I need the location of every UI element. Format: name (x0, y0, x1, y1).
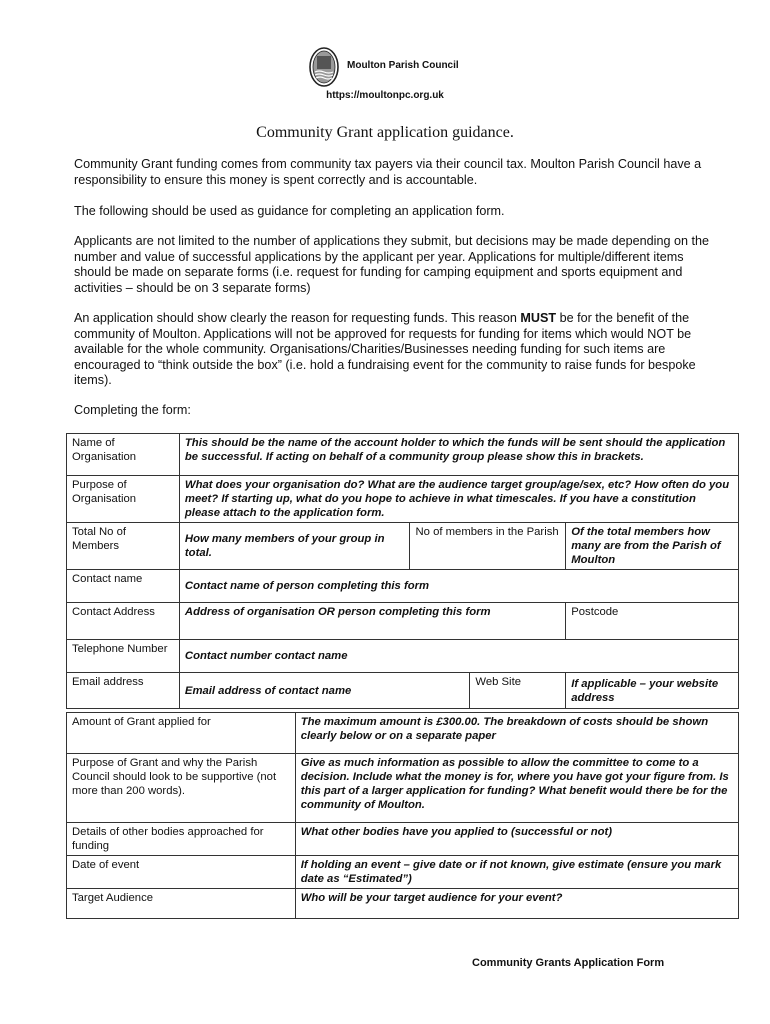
target-audience-label: Target Audience (67, 889, 296, 919)
table-row (67, 889, 739, 919)
council-crest-logo (309, 47, 339, 87)
org-purpose-label: Purpose of Organisation (67, 476, 180, 523)
other-bodies-label: Details of other bodies approached for funding (67, 823, 296, 856)
reason-emphasis: MUST (520, 311, 557, 325)
table-row (67, 754, 739, 823)
email-label: Email address (67, 673, 180, 709)
org-purpose-field[interactable]: What does your organisation do? What are the audience target group/age/sex, etc? How often do you meet? If starting up, what do you hope to achieve in what timescales. If you have a constitution please attach to the application form. (179, 476, 738, 523)
reason-text-start: An application should show clearly the reason for requesting funds. This reason (74, 311, 521, 325)
org-name-label: Name of Organisation (67, 434, 180, 476)
contact-name-field[interactable]: Contact name of person completing this form (179, 570, 738, 603)
grant-details-table (66, 712, 739, 919)
postcode-field[interactable]: Postcode (566, 603, 739, 640)
council-website-url[interactable]: https://moultonpc.org.uk (326, 90, 444, 101)
website-label: Web Site (470, 673, 566, 709)
reason-paragraph (74, 311, 714, 389)
event-date-field[interactable]: If holding an event – give date or if not known, give estimate (ensure you mark date as “Estimated”) (295, 856, 738, 889)
table-row (67, 523, 739, 570)
table-row (67, 476, 739, 523)
total-members-label: Total No of Members (67, 523, 180, 570)
table-row (67, 823, 739, 856)
page-header (0, 44, 770, 104)
table-row (67, 603, 739, 640)
grant-amount-label: Amount of Grant applied for (67, 713, 296, 754)
grant-purpose-field[interactable]: Give as much information as possible to allow the committee to come to a decision. Include what the money is for, where you have got your figure from. Is this part of a larger application for funding? What benefit would there be for the community of Moulton. (295, 754, 738, 823)
guidance-paragraph: The following should be used as guidance for completing an application form. (74, 204, 505, 218)
telephone-label: Telephone Number (67, 640, 180, 673)
event-date-label: Date of event (67, 856, 296, 889)
organisation-details-table (66, 433, 739, 709)
target-audience-field[interactable]: Who will be your target audience for your event? (295, 889, 738, 919)
total-members-field[interactable]: How many members of your group in total. (179, 523, 410, 570)
council-name: Moulton Parish Council (347, 60, 459, 71)
footer-form-title: Community Grants Application Form (472, 957, 665, 969)
grant-purpose-label: Purpose of Grant and why the Parish Council should look to be supportive (not more than 200 words). (67, 754, 296, 823)
other-bodies-field[interactable]: What other bodies have you applied to (successful or not) (295, 823, 738, 856)
table-row (67, 570, 739, 603)
reason-text-end: be for the benefit of the community of Moulton. Applications will not be approved for requests for funding for items which would NOT be available for the whole community. Organisations/Charities/Businesses needing funding for such items are encouraged to “think outside the box” (i.e. hold a fundraising event for the community to raise funds for bespoke items). (74, 311, 696, 387)
contact-address-label: Contact Address (67, 603, 180, 640)
table-row (67, 434, 739, 476)
parish-members-field[interactable]: Of the total members how many are from the Parish of Moulton (566, 523, 739, 570)
table-row (67, 640, 739, 673)
table-row (67, 673, 739, 709)
contact-address-field[interactable]: Address of organisation OR person completing this form (179, 603, 565, 640)
applications-limit-paragraph: Applicants are not limited to the number of applications they submit, but decisions may be made depending on the number and value of successful applications by the applicant per year. Applications for multiple/different items should be made on separate forms (i.e. request for funding for camping equipment and sports equipment and activities – should be on 3 separate forms) (74, 234, 709, 295)
intro-paragraph: Community Grant funding comes from community tax payers via their council tax. Moulton Parish Council have a responsibility to ensure this money is spent correctly and is accountable. (74, 157, 702, 187)
table-row (67, 713, 739, 754)
website-field[interactable]: If applicable – your website address (566, 673, 739, 709)
page-title: Community Grant application guidance. (256, 124, 514, 141)
completing-form-heading: Completing the form: (74, 403, 191, 417)
org-name-field[interactable]: This should be the name of the account holder to which the funds will be sent should the application be successful. If acting on behalf of a community group please show this in brackets. (179, 434, 738, 476)
telephone-field[interactable]: Contact number contact name (179, 640, 738, 673)
table-row (67, 856, 739, 889)
parish-members-label: No of members in the Parish (410, 523, 566, 570)
grant-amount-field[interactable]: The maximum amount is £300.00. The breakdown of costs should be shown clearly below or on a separate paper (295, 713, 738, 754)
contact-name-label: Contact name (67, 570, 180, 603)
email-field[interactable]: Email address of contact name (179, 673, 469, 709)
